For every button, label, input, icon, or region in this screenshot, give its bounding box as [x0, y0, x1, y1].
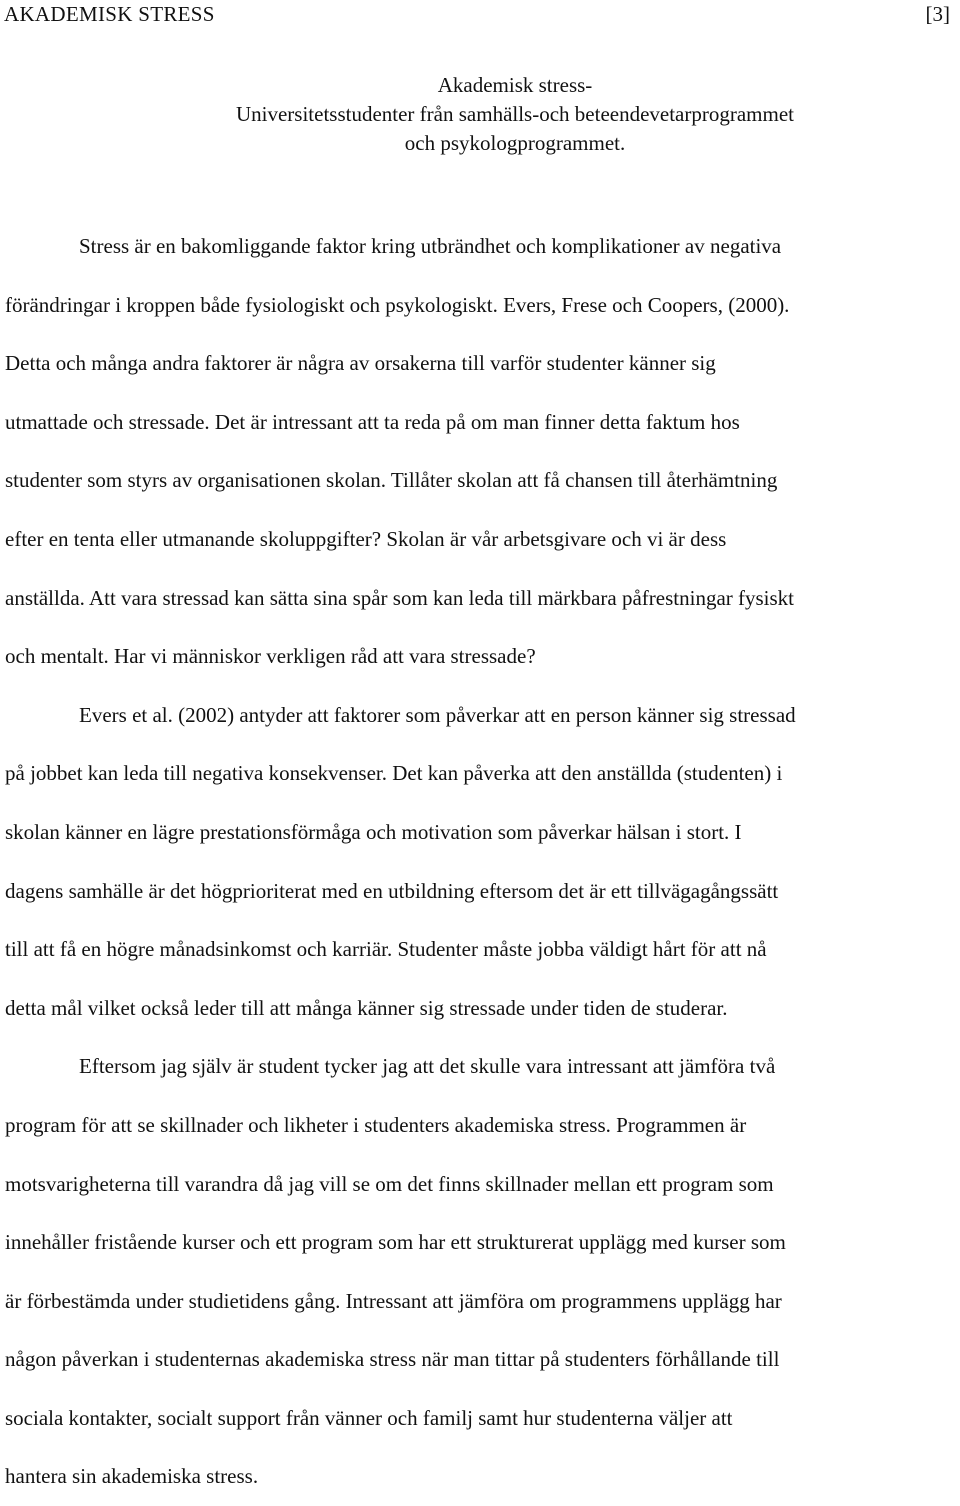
paragraph-line: till att få en högre månadsinkomst och karriär. Studenter måste jobba väldigt hårt för att nå [5, 937, 767, 962]
paragraph-line: innehåller fristående kurser och ett program som har ett strukturerat upplägg med kurser som [5, 1230, 786, 1255]
paragraph-line: utmattade och stressade. Det är intressant att ta reda på om man finner detta faktum hos [5, 409, 740, 434]
paragraph-line: skolan känner en lägre prestationsförmåga och motivation som påverkar hälsan i stort. I [5, 819, 742, 844]
paragraph-line: sociala kontakter, socialt support från vänner och familj samt hur studenterna väljer att [5, 1405, 733, 1430]
document-title [0, 71, 960, 158]
paragraph-line: Stress är en bakomliggande faktor kring utbrändhet och komplikationer av negativa [79, 234, 782, 258]
paragraph-line: Eftersom jag själv är student tycker jag att det skulle vara intressant att jämföra två [79, 1054, 776, 1079]
page-number: [3] [925, 2, 950, 26]
running-head [4, 1, 950, 27]
paragraph-line: program för att se skillnader och likheter i studenters akademiska stress. Programmen är [5, 1112, 747, 1137]
paragraph-line: Evers et al. (2002) antyder att faktorer som påverkar att en person känner sig stressad [79, 702, 796, 727]
paragraph-line: någon påverkan i studenternas akademiska stress när man tittar på studenters förhållande till [5, 1347, 780, 1372]
paragraph-line: och mentalt. Har vi människor verkligen råd att vara stressade? [5, 644, 536, 669]
paragraph-line: dagens samhälle är det högprioriterat med en utbildning eftersom det är ett tillvägagångssätt [5, 878, 779, 903]
paragraph-line: på jobbet kan leda till negativa konsekvenser. Det kan påverka att den anställda (studenten) i [5, 761, 783, 786]
body-text [5, 217, 960, 1506]
paragraph-line: anställda. Att vara stressad kan sätta sina spår som kan leda till märkbara påfrestningar fysiskt [5, 585, 795, 610]
paragraph-line: är förbestämda under studietidens gång. Intressant att jämföra om programmens upplägg har [5, 1288, 782, 1313]
paragraph-line: detta mål vilket också leder till att många känner sig stressade under tiden de studerar. [5, 995, 728, 1020]
title-line: Universitetsstudenter från samhälls-och beteendevetarprogrammet [235, 102, 795, 126]
paragraph-line: hantera sin akademiska stress. [5, 1464, 259, 1489]
paragraph-line: Detta och många andra faktorer är några av orsakerna till varför studenter känner sig [5, 351, 716, 376]
running-head-title: AKADEMISK STRESS [4, 2, 215, 26]
title-line: och psykologprogrammet. [404, 131, 626, 155]
paragraph-line: förändringar i kroppen både fysiologiskt och psykologiskt. Evers, Frese och Coopers, (2000). [5, 292, 790, 317]
paragraph-line: motsvarigheterna till varandra då jag vill se om det finns skillnader mellan ett program som [5, 1171, 774, 1196]
title-line: Akademisk stress- [437, 73, 593, 97]
paragraph-line: studenter som styrs av organisationen skolan. Tillåter skolan att få chansen till återhämtning [5, 468, 778, 493]
paragraph-line: efter en tenta eller utmanande skoluppgifter? Skolan är vår arbetsgivare och vi är dess [5, 526, 727, 551]
